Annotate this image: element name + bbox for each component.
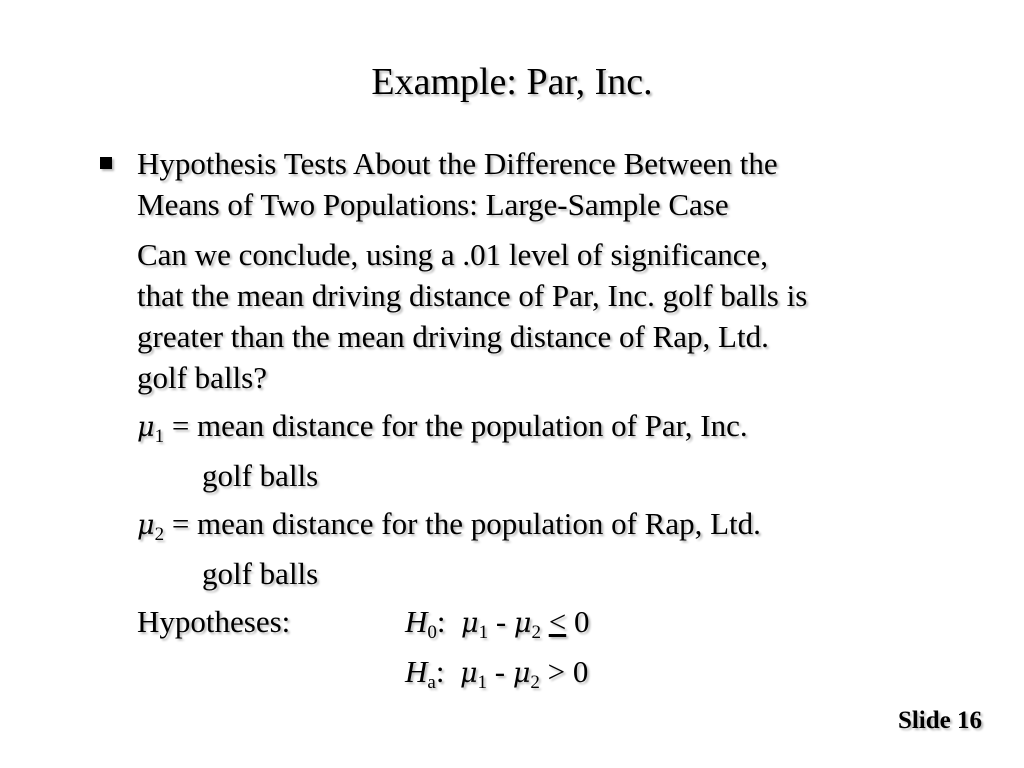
h0-rhs: 0 [566,604,590,639]
question-line-4: golf balls? [137,360,267,395]
slide-title: Example: Par, Inc. [371,61,653,103]
h0-mu-1: μ [461,608,479,639]
hypotheses-label: Hypotheses: [137,604,291,639]
h0-mu-1-sub: 1 [478,622,489,643]
mu2-symbol: μ [137,510,155,541]
ha-mu-1: μ [459,658,478,689]
h0-space [541,604,549,639]
mu1-definition-cont: golf balls [202,458,319,493]
h0-minus: - [488,604,514,639]
mu2-definition-cont: golf balls [202,556,319,591]
ha-mu-2-sub: 2 [530,672,540,693]
bullet-heading-line-1: Hypothesis Tests About the Difference Between the [137,146,778,181]
ha-letter: H [405,654,428,689]
h0-mu-2-sub: 2 [531,622,541,643]
ha-colon: : [435,654,460,689]
question-line-3: greater than the mean driving distance of Rap, Ltd. [137,319,769,354]
ha-mu-1-sub: 1 [477,672,488,693]
h0-operator: < [548,604,567,639]
ha-mu-2: μ [512,658,531,689]
question-line-1: Can we conclude, using a .01 level of significance, [137,237,768,272]
h0-letter: H [405,604,428,639]
h0-mu-2: μ [513,608,532,639]
ha-minus: - [487,654,513,689]
bullet-square-icon [100,157,112,169]
mu1-definition [137,405,748,448]
alternative-hypothesis [405,651,588,694]
ha-rhs: 0 [565,654,589,689]
h0-colon: : [436,604,462,639]
ha-space [540,654,548,689]
question-line-2: that the mean driving distance of Par, Inc. golf balls is [137,278,808,313]
mu1-subscript: 1 [154,426,165,447]
mu2-subscript: 2 [154,524,165,545]
mu1-definition-text: = mean distance for the population of Par, Inc. [164,408,748,443]
slide-number: Slide 16 [897,707,982,734]
bullet-heading-line-2: Means of Two Populations: Large-Sample Case [137,187,729,222]
mu2-definition [137,503,761,546]
ha-operator: > [547,654,566,689]
mu2-definition-text: = mean distance for the population of Rap, Ltd. [164,506,761,541]
null-hypothesis [405,601,589,644]
h0-subscript: 0 [427,622,437,643]
mu1-symbol: μ [137,412,155,443]
ha-subscript: a [427,672,436,693]
